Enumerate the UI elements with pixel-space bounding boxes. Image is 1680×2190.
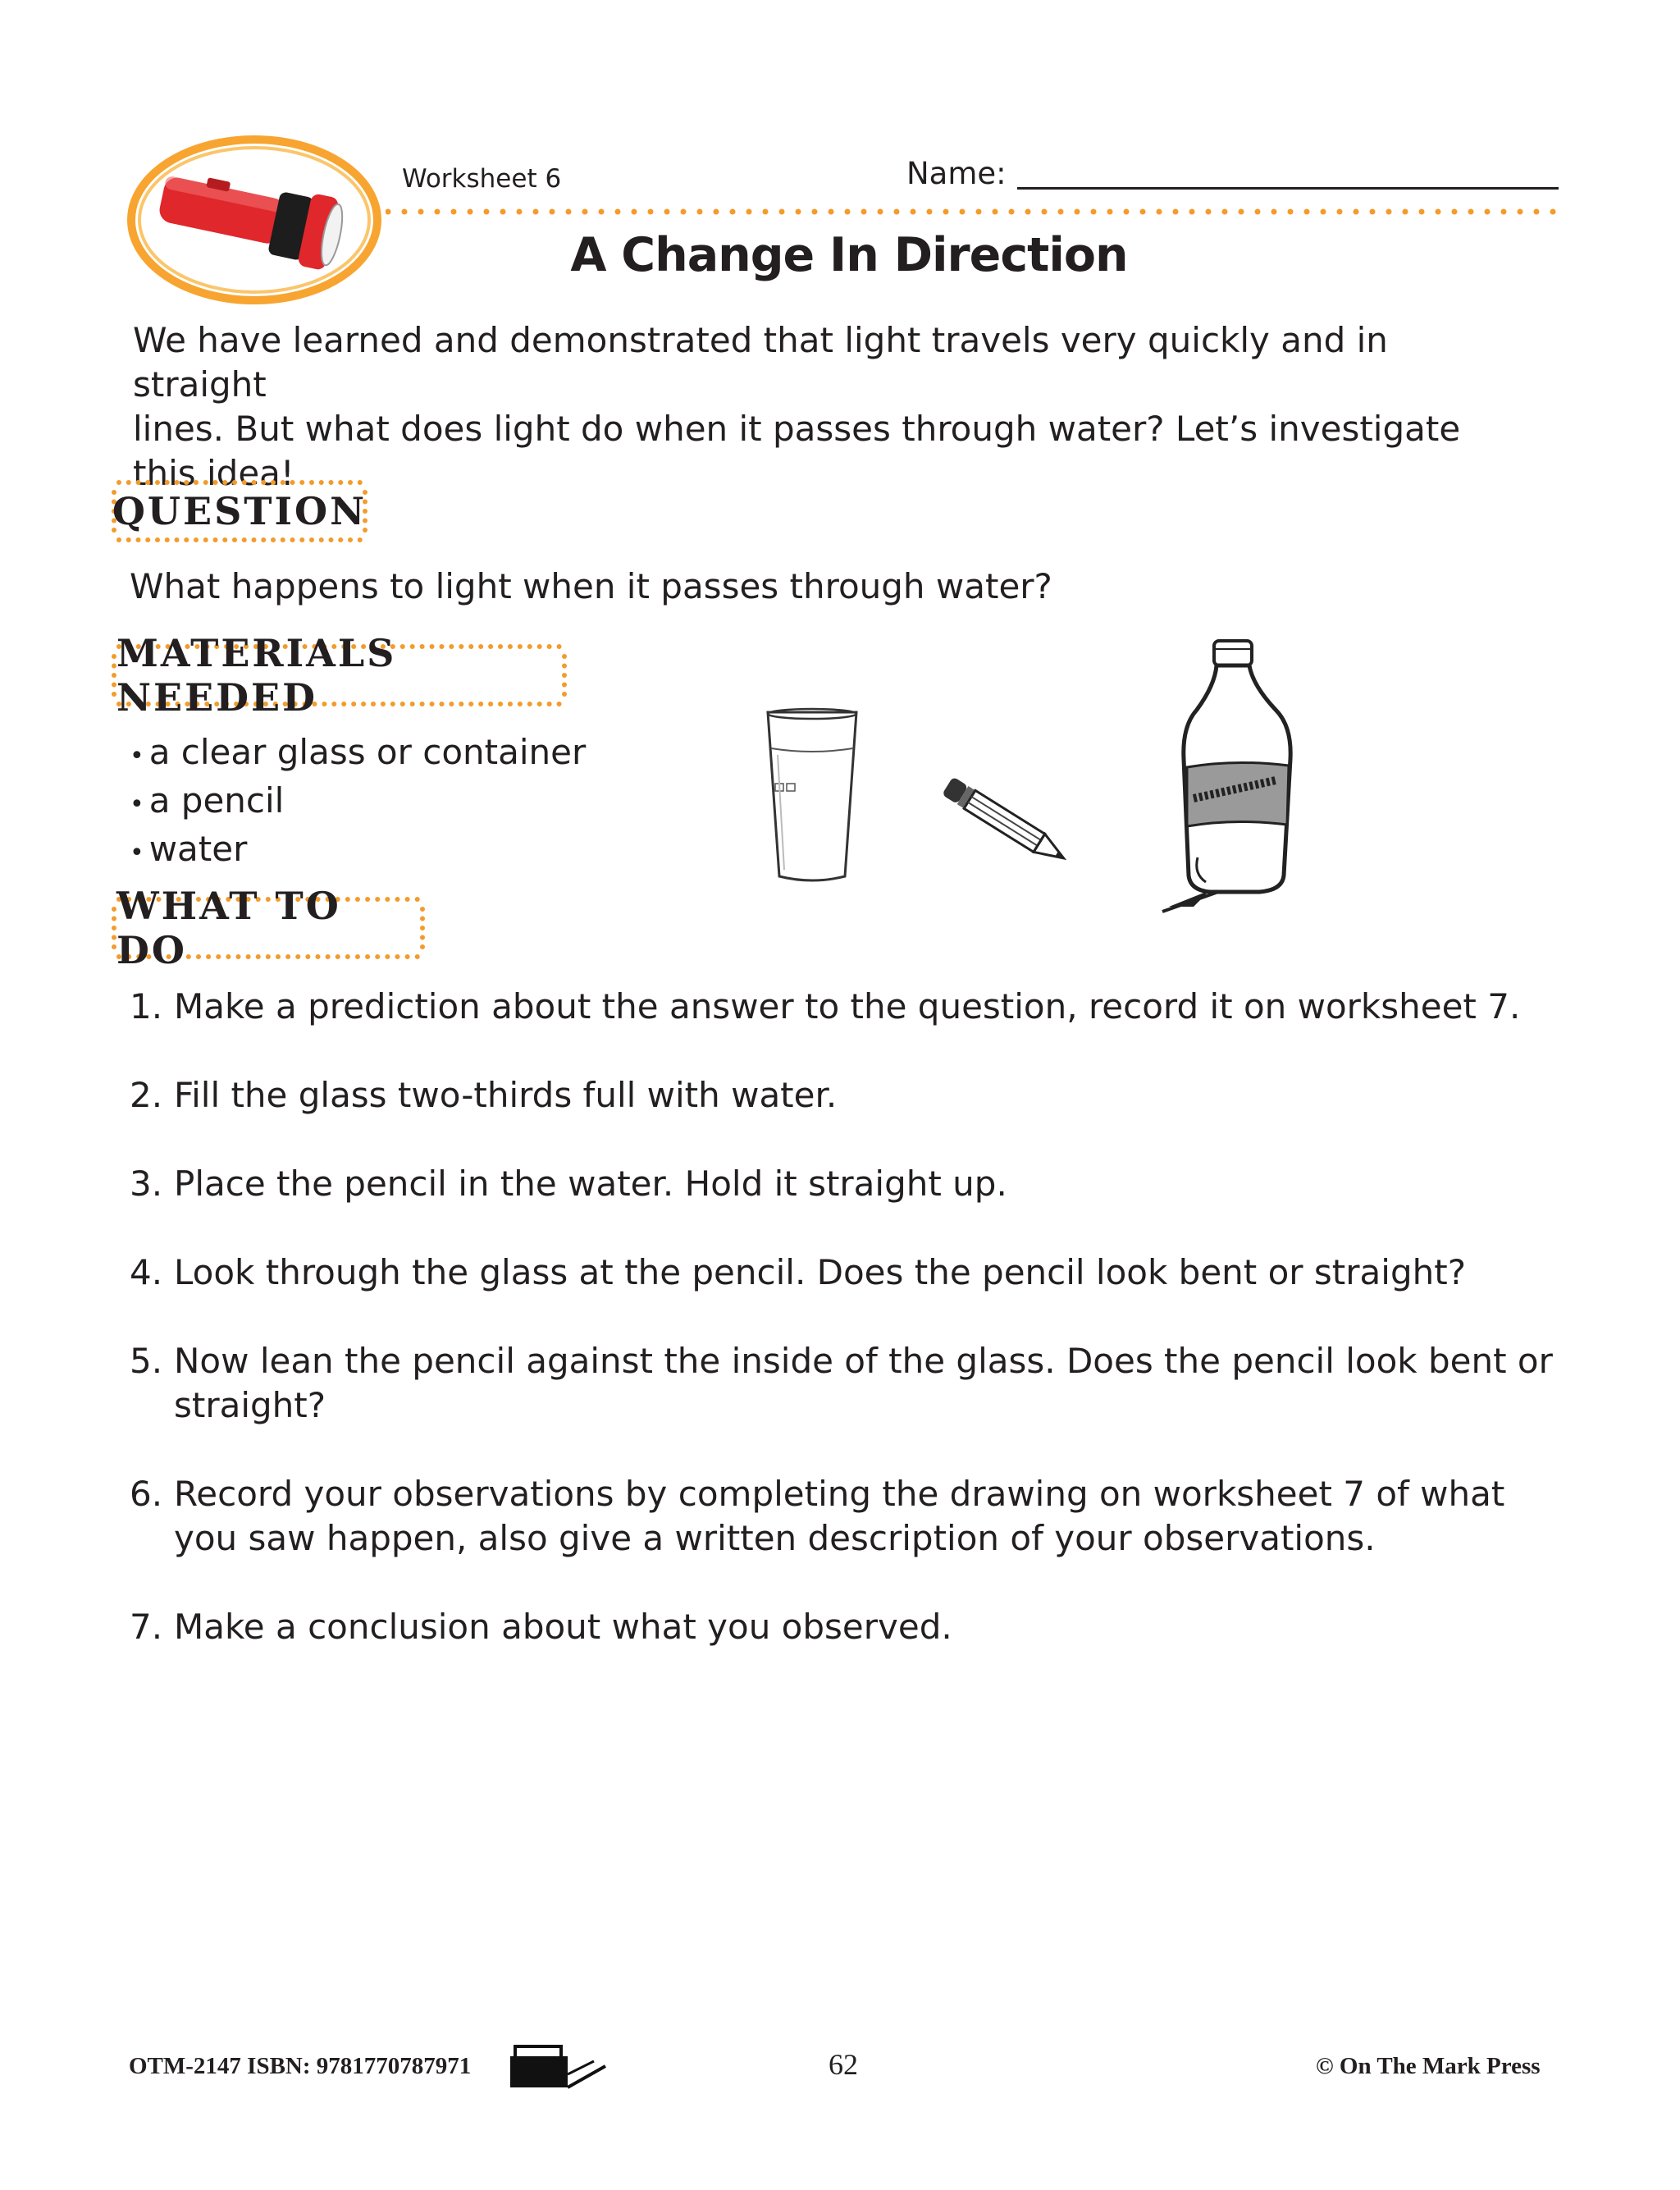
header-dotted-rule bbox=[386, 207, 1560, 217]
list-item bbox=[130, 827, 586, 876]
list-item bbox=[130, 779, 586, 827]
footer-isbn: OTM-2147 ISBN: 9781770787971 bbox=[129, 2053, 472, 2079]
step-number: 6. bbox=[130, 1474, 163, 1514]
list-item bbox=[130, 730, 586, 779]
name-field-line[interactable] bbox=[1017, 187, 1559, 190]
step-number: 1. bbox=[130, 986, 163, 1026]
question-text: What happens to light when it passes through water? bbox=[130, 566, 1052, 606]
step-number: 2. bbox=[130, 1075, 163, 1115]
step-text: Fill the glass two-thirds full with water. bbox=[174, 1075, 838, 1115]
bullet-icon: • bbox=[130, 790, 144, 819]
material-item: a clear glass or container bbox=[148, 732, 587, 772]
glass-illustration bbox=[763, 706, 861, 886]
step-text: Make a conclusion about what you observed. bbox=[174, 1607, 952, 1647]
step-number: 5. bbox=[130, 1341, 163, 1381]
step-text: Make a prediction about the answer to the question, record it on worksheet 7. bbox=[174, 986, 1521, 1026]
book-icon bbox=[509, 2041, 607, 2091]
material-item: water bbox=[148, 829, 248, 869]
name-label: Name: bbox=[906, 156, 1007, 191]
steps-list bbox=[130, 985, 1557, 1694]
worksheet-number: Worksheet 6 bbox=[402, 164, 562, 194]
list-item bbox=[130, 1073, 1557, 1118]
footer-publisher: © On The Mark Press bbox=[1316, 2053, 1541, 2079]
list-item bbox=[130, 1339, 1557, 1428]
intro-line: We have learned and demonstrated that light travels very quickly and in straight bbox=[133, 320, 1388, 405]
step-number: 4. bbox=[130, 1252, 163, 1292]
list-item bbox=[130, 1250, 1557, 1295]
page-number: 62 bbox=[829, 2048, 858, 2081]
what-to-do-heading-box bbox=[116, 884, 420, 972]
step-text: Now lean the pencil against the inside of the glass. Does the pencil look bent or straight? bbox=[174, 1341, 1553, 1425]
intro-line: lines. But what does light do when it passes through water? Let’s investigate bbox=[133, 409, 1461, 449]
page-title: A Change In Direction bbox=[570, 228, 1128, 282]
intro-line: this idea! bbox=[133, 453, 294, 493]
question-heading: QUESTION bbox=[112, 489, 368, 533]
materials-list bbox=[130, 730, 586, 876]
step-number: 3. bbox=[130, 1164, 163, 1204]
bullet-icon: • bbox=[130, 742, 144, 770]
step-text: Look through the glass at the pencil. Does the pencil look bent or straight? bbox=[174, 1252, 1466, 1292]
pencil-illustration bbox=[931, 771, 1079, 870]
list-item bbox=[130, 985, 1557, 1029]
intro-paragraph bbox=[133, 318, 1527, 496]
step-text: Record your observations by completing the drawing on worksheet 7 of what you saw happen, also give a written description of your observations. bbox=[174, 1474, 1505, 1558]
step-text: Place the pencil in the water. Hold it straight up. bbox=[174, 1164, 1007, 1204]
list-item bbox=[130, 1472, 1557, 1561]
step-number: 7. bbox=[130, 1607, 163, 1647]
list-item bbox=[130, 1605, 1557, 1649]
material-item: a pencil bbox=[148, 780, 285, 821]
materials-heading-box bbox=[116, 631, 562, 720]
bottle-illustration bbox=[1161, 636, 1308, 915]
bullet-icon: • bbox=[130, 839, 144, 867]
what-to-do-heading: WHAT TO DO bbox=[116, 884, 341, 972]
question-heading-box bbox=[112, 480, 368, 542]
materials-heading: MATERIALS NEEDED bbox=[116, 631, 397, 720]
list-item bbox=[130, 1162, 1557, 1206]
